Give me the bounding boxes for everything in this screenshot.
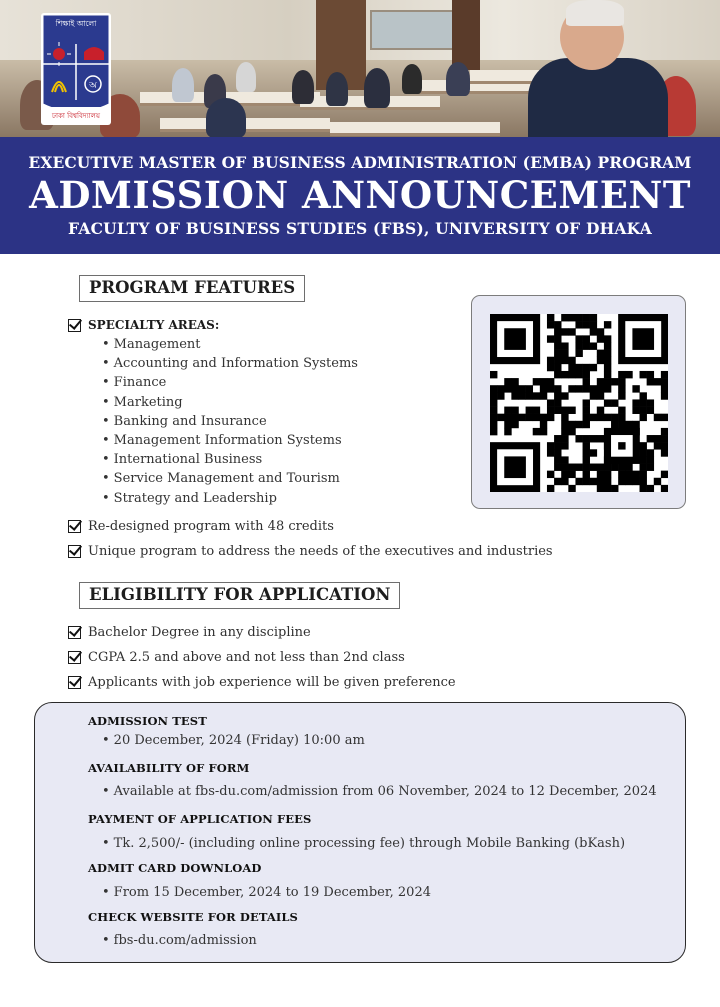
- list-item: • Management Information Systems: [102, 431, 358, 450]
- eligibility-text: Bachelor Degree in any discipline: [88, 625, 311, 640]
- list-item: • Strategy and Leadership: [102, 489, 358, 508]
- eligibility-item: [68, 650, 405, 665]
- eligibility-heading: ELIGIBILITY FOR APPLICATION: [79, 582, 400, 609]
- fees-value: • Tk. 2,500/- (including online processing fee) through Mobile Banking (bKash): [102, 836, 625, 851]
- list-item: • Banking and Insurance: [102, 412, 358, 431]
- checkbox-icon: [68, 520, 81, 533]
- website-label: CHECK WEBSITE FOR DETAILS: [88, 910, 298, 924]
- admission-test-label: ADMISSION TEST: [88, 714, 207, 728]
- feature-text: Re-designed program with 48 credits: [88, 519, 334, 534]
- website-link[interactable]: • fbs-du.com/admission: [102, 933, 257, 948]
- list-item: • Accounting and Information Systems: [102, 354, 358, 373]
- checkbox-icon: [68, 626, 81, 639]
- eligibility-item: [68, 625, 311, 640]
- list-item: • Finance: [102, 373, 358, 392]
- specialty-areas-item: [68, 318, 219, 332]
- qr-code-icon[interactable]: [490, 314, 668, 492]
- crest-motto: শিক্ষাই আলো: [55, 19, 97, 28]
- checkbox-icon: [68, 651, 81, 664]
- eligibility-item: [68, 675, 456, 690]
- form-availability-label: AVAILABILITY OF FORM: [88, 761, 250, 775]
- checkbox-icon: [68, 545, 81, 558]
- eligibility-text: Applicants with job experience will be given preference: [88, 675, 456, 690]
- list-item: • Marketing: [102, 393, 358, 412]
- program-name: EXECUTIVE MASTER OF BUSINESS ADMINISTRATION (EMBA) PROGRAM: [28, 153, 692, 172]
- list-item: • Service Management and Tourism: [102, 469, 358, 488]
- university-crest-logo: [40, 12, 112, 126]
- crest-name: ঢাকা বিশ্ববিদ্যালয়: [51, 112, 101, 120]
- feature-item: [68, 544, 553, 559]
- eligibility-text: CGPA 2.5 and above and not less than 2nd class: [88, 650, 405, 665]
- checkbox-icon: [68, 676, 81, 689]
- checkbox-icon: [68, 319, 81, 332]
- feature-item: [68, 519, 334, 534]
- specialty-areas-label: SPECIALTY AREAS:: [88, 318, 220, 332]
- form-availability-value: • Available at fbs-du.com/admission from 06 November, 2024 to 12 December, 2024: [102, 784, 657, 799]
- admit-card-label: ADMIT CARD DOWNLOAD: [88, 861, 262, 875]
- hero-photo: [0, 0, 720, 137]
- svg-text:অ: অ: [89, 81, 97, 91]
- title-band: [0, 137, 720, 254]
- specialty-list: [102, 335, 358, 508]
- list-item: • International Business: [102, 450, 358, 469]
- admission-test-value: • 20 December, 2024 (Friday) 10:00 am: [102, 733, 365, 748]
- fees-label: PAYMENT OF APPLICATION FEES: [88, 812, 312, 826]
- program-features-heading: PROGRAM FEATURES: [79, 275, 305, 302]
- list-item: • Management: [102, 335, 358, 354]
- qr-code-card[interactable]: [471, 295, 686, 509]
- page-title: ADMISSION ANNOUNCEMENT: [29, 173, 691, 217]
- feature-text: Unique program to address the needs of the executives and industries: [88, 544, 553, 559]
- admit-card-value: • From 15 December, 2024 to 19 December, 2024: [102, 885, 431, 900]
- faculty-name: FACULTY OF BUSINESS STUDIES (FBS), UNIVERSITY OF DHAKA: [68, 219, 652, 238]
